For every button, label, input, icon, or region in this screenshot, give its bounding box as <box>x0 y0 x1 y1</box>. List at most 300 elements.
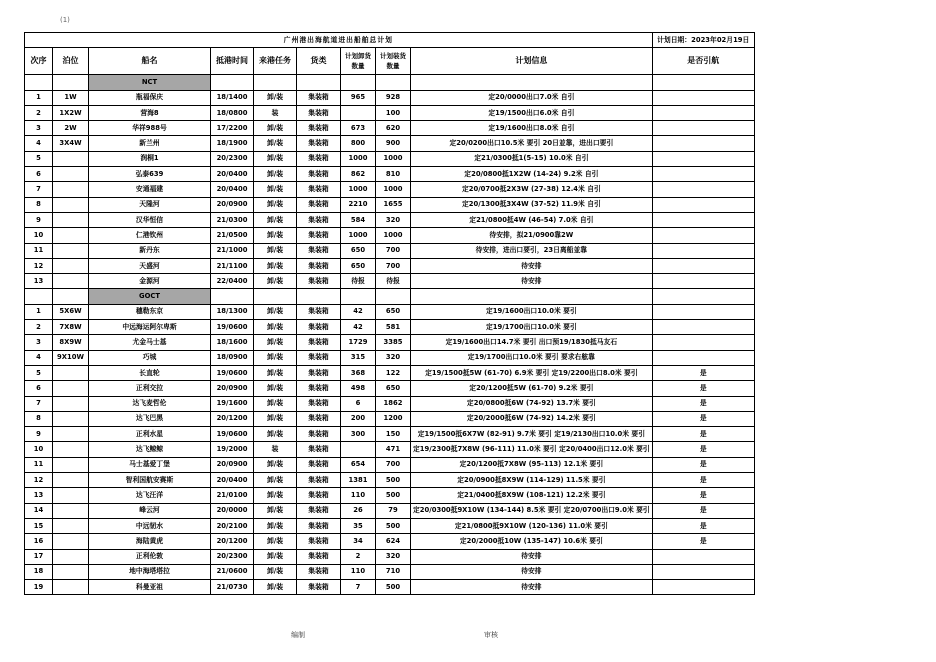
table-row <box>25 136 755 151</box>
unload-qty-cell: 42 <box>341 304 376 319</box>
ship-name-cell: 天盛河 <box>89 258 211 273</box>
load-qty-cell: 500 <box>376 518 411 533</box>
pilotage-cell: 是 <box>652 488 754 503</box>
pilotage-cell <box>652 258 754 273</box>
berth-cell: 1W <box>53 90 89 105</box>
pilotage-cell <box>652 243 754 258</box>
unload-qty-cell: 654 <box>341 457 376 472</box>
ship-name-cell: 海陆黄虎 <box>89 534 211 549</box>
arrival-time-cell: 21/0300 <box>211 212 254 227</box>
seq-cell: 17 <box>25 549 53 564</box>
load-qty-cell: 79 <box>376 503 411 518</box>
unload-qty-cell: 110 <box>341 564 376 579</box>
unload-qty-cell: 35 <box>341 518 376 533</box>
pilotage-cell <box>652 564 754 579</box>
plan-info-cell: 定20/0000出口7.0米 自引 <box>411 90 653 105</box>
seq-cell: 7 <box>25 396 53 411</box>
plan-info-cell: 定20/2000抵10W (135-147) 10.6米 要引 <box>411 534 653 549</box>
ship-name-cell: 仁港钦州 <box>89 228 211 243</box>
task-cell: 卸/装 <box>254 320 297 335</box>
unload-qty-cell: 42 <box>341 320 376 335</box>
section-label: NCT <box>89 75 211 90</box>
empty-cell <box>652 289 754 304</box>
plan-info-cell: 定19/1600出口10.0米 要引 <box>411 304 653 319</box>
ship-name-cell: 巧城 <box>89 350 211 365</box>
unload-qty-cell <box>341 105 376 120</box>
col-header-plan-info: 计划信息 <box>411 48 653 75</box>
pilotage-cell <box>652 304 754 319</box>
plan-info-cell: 待安排，进出口要引，23日离船並靠 <box>411 243 653 258</box>
load-qty-cell: 待报 <box>376 274 411 289</box>
berth-cell <box>53 212 89 227</box>
ship-name-cell: 天隆河 <box>89 197 211 212</box>
berth-cell <box>53 457 89 472</box>
seq-cell: 11 <box>25 243 53 258</box>
cargo-type-cell: 集装箱 <box>297 381 341 396</box>
seq-cell: 1 <box>25 304 53 319</box>
reviewed-by-label: 审核 <box>484 631 498 639</box>
empty-cell <box>254 75 297 90</box>
plan-info-cell: 定19/1600出口8.0米 自引 <box>411 121 653 136</box>
load-qty-cell: 700 <box>376 243 411 258</box>
unload-qty-cell: 1000 <box>341 151 376 166</box>
plan-info-cell: 待安排 <box>411 549 653 564</box>
table-row <box>25 121 755 136</box>
plan-info-cell: 定20/0900抵8X9W (114-129) 11.5米 要引 <box>411 473 653 488</box>
arrival-time-cell: 19/0600 <box>211 365 254 380</box>
unload-qty-cell: 800 <box>341 136 376 151</box>
berth-cell <box>53 534 89 549</box>
plan-info-cell: 待安排，拟21/0900靠2W <box>411 228 653 243</box>
seq-cell: 19 <box>25 580 53 595</box>
unload-qty-cell: 7 <box>341 580 376 595</box>
cargo-type-cell: 集装箱 <box>297 228 341 243</box>
arrival-time-cell: 18/0800 <box>211 105 254 120</box>
unload-qty-cell: 862 <box>341 167 376 182</box>
ship-name-cell: 汉华恒信 <box>89 212 211 227</box>
col-header-cargo: 货类 <box>297 48 341 75</box>
seq-cell: 9 <box>25 212 53 227</box>
task-cell: 卸/装 <box>254 121 297 136</box>
pilotage-cell <box>652 136 754 151</box>
cargo-type-cell: 集装箱 <box>297 90 341 105</box>
seq-cell: 2 <box>25 105 53 120</box>
unload-qty-cell: 315 <box>341 350 376 365</box>
berth-cell <box>53 488 89 503</box>
empty-cell <box>211 289 254 304</box>
seq-cell: 5 <box>25 151 53 166</box>
load-qty-cell: 1000 <box>376 182 411 197</box>
plan-info-cell: 定20/0300抵9X10W (134-144) 8.5米 要引 定20/0700出口9.0米 要引 <box>411 503 653 518</box>
page-title: 广州港出海航道进出船舶总计划 <box>25 33 653 48</box>
section-row <box>25 75 755 90</box>
empty-cell <box>25 289 53 304</box>
seq-cell: 2 <box>25 320 53 335</box>
pilotage-cell <box>652 121 754 136</box>
seq-cell: 13 <box>25 274 53 289</box>
berth-cell <box>53 228 89 243</box>
arrival-time-cell: 20/1200 <box>211 411 254 426</box>
plan-info-cell: 待安排 <box>411 258 653 273</box>
table-row <box>25 335 755 350</box>
table-row <box>25 105 755 120</box>
load-qty-cell: 1862 <box>376 396 411 411</box>
load-qty-cell: 1655 <box>376 197 411 212</box>
cargo-type-cell: 集装箱 <box>297 136 341 151</box>
table-row <box>25 228 755 243</box>
ship-name-cell: 营海8 <box>89 105 211 120</box>
ship-name-cell: 正利交拉 <box>89 381 211 396</box>
seq-cell: 1 <box>25 90 53 105</box>
berth-cell: 8X9W <box>53 335 89 350</box>
load-qty-cell: 1200 <box>376 411 411 426</box>
cargo-type-cell: 集装箱 <box>297 518 341 533</box>
pilotage-cell: 是 <box>652 473 754 488</box>
arrival-time-cell: 21/1100 <box>211 258 254 273</box>
pilotage-cell <box>652 90 754 105</box>
table-row <box>25 365 755 380</box>
cargo-type-cell: 集装箱 <box>297 427 341 442</box>
empty-cell <box>25 75 53 90</box>
seq-cell: 5 <box>25 365 53 380</box>
pilotage-cell: 是 <box>652 503 754 518</box>
cargo-type-cell: 集装箱 <box>297 411 341 426</box>
pilotage-cell: 是 <box>652 365 754 380</box>
empty-cell <box>341 75 376 90</box>
cargo-type-cell: 集装箱 <box>297 304 341 319</box>
plan-info-cell: 定19/1500抵5W (61-70) 6.9米 要引 定19/2200出口8.0米 要引 <box>411 365 653 380</box>
seq-cell: 14 <box>25 503 53 518</box>
cargo-type-cell: 集装箱 <box>297 396 341 411</box>
empty-cell <box>297 75 341 90</box>
ship-name-cell: 新丹东 <box>89 243 211 258</box>
table-row <box>25 304 755 319</box>
arrival-time-cell: 20/0900 <box>211 197 254 212</box>
pilotage-cell: 是 <box>652 411 754 426</box>
ship-name-cell: 中远海运阿尔卑斯 <box>89 320 211 335</box>
task-cell: 卸/装 <box>254 396 297 411</box>
plan-info-cell: 定20/1200抵7X8W (95-113) 12.1米 要引 <box>411 457 653 472</box>
cargo-type-cell: 集装箱 <box>297 350 341 365</box>
arrival-time-cell: 19/2000 <box>211 442 254 457</box>
seq-cell: 15 <box>25 518 53 533</box>
ship-name-cell: 马士基爱丁堡 <box>89 457 211 472</box>
seq-cell: 4 <box>25 350 53 365</box>
pilotage-cell: 是 <box>652 396 754 411</box>
plan-info-cell: 定21/0800抵4W (46-54) 7.0米 自引 <box>411 212 653 227</box>
unload-qty-cell: 1381 <box>341 473 376 488</box>
ship-name-cell: 正利伦敦 <box>89 549 211 564</box>
page-number: (1) <box>60 16 70 24</box>
ship-name-cell: 达飞麦哲伦 <box>89 396 211 411</box>
seq-cell: 8 <box>25 411 53 426</box>
cargo-type-cell: 集装箱 <box>297 105 341 120</box>
load-qty-cell: 650 <box>376 381 411 396</box>
task-cell: 卸/装 <box>254 580 297 595</box>
seq-cell: 8 <box>25 197 53 212</box>
task-cell: 卸/装 <box>254 473 297 488</box>
ship-name-cell: 达飞鲸鲸 <box>89 442 211 457</box>
load-qty-cell: 710 <box>376 564 411 579</box>
arrival-time-cell: 20/2300 <box>211 151 254 166</box>
cargo-type-cell: 集装箱 <box>297 580 341 595</box>
task-cell: 卸/装 <box>254 335 297 350</box>
arrival-time-cell: 18/1400 <box>211 90 254 105</box>
table-row <box>25 320 755 335</box>
section-row <box>25 289 755 304</box>
task-cell: 卸/装 <box>254 258 297 273</box>
seq-cell: 11 <box>25 457 53 472</box>
arrival-time-cell: 19/1600 <box>211 396 254 411</box>
pilotage-cell <box>652 197 754 212</box>
task-cell: 卸/装 <box>254 304 297 319</box>
ship-name-cell: 尤金马士基 <box>89 335 211 350</box>
seq-cell: 12 <box>25 473 53 488</box>
empty-cell <box>341 289 376 304</box>
plan-info-cell: 定21/0400抵8X9W (108-121) 12.2米 要引 <box>411 488 653 503</box>
table-row <box>25 90 755 105</box>
plan-info-cell: 定20/1300抵3X4W (37-52) 11.9米 自引 <box>411 197 653 212</box>
berth-cell <box>53 564 89 579</box>
unload-qty-cell: 498 <box>341 381 376 396</box>
plan-info-cell: 定19/1700出口10.0米 要引 <box>411 320 653 335</box>
task-cell: 卸/装 <box>254 197 297 212</box>
arrival-time-cell: 18/1600 <box>211 335 254 350</box>
berth-cell <box>53 197 89 212</box>
plan-info-cell: 定20/1200抵5W (61-70) 9.2米 要引 <box>411 381 653 396</box>
empty-cell <box>254 289 297 304</box>
plan-info-cell: 定20/2000抵6W (74-92) 14.2米 要引 <box>411 411 653 426</box>
task-cell: 卸/装 <box>254 564 297 579</box>
berth-cell: 9X10W <box>53 350 89 365</box>
pilotage-cell <box>652 182 754 197</box>
empty-cell <box>376 75 411 90</box>
arrival-time-cell: 18/0900 <box>211 350 254 365</box>
berth-cell <box>53 427 89 442</box>
arrival-time-cell: 20/0400 <box>211 473 254 488</box>
task-cell: 装 <box>254 105 297 120</box>
plan-info-cell: 定20/0800抵1X2W (14-24) 9.2米 自引 <box>411 167 653 182</box>
load-qty-cell: 700 <box>376 457 411 472</box>
arrival-time-cell: 21/0600 <box>211 564 254 579</box>
cargo-type-cell: 集装箱 <box>297 503 341 518</box>
berth-cell <box>53 549 89 564</box>
plan-info-cell: 定19/2300抵7X8W (96-111) 11.0米 要引 定20/0400出口12.0米 要引 <box>411 442 653 457</box>
load-qty-cell: 500 <box>376 580 411 595</box>
unload-qty-cell: 584 <box>341 212 376 227</box>
plan-info-cell: 定19/1500出口6.0米 自引 <box>411 105 653 120</box>
table-row <box>25 427 755 442</box>
plan-info-cell: 定19/1700出口10.0米 要引 要求右舷靠 <box>411 350 653 365</box>
arrival-time-cell: 20/0900 <box>211 457 254 472</box>
table-row <box>25 197 755 212</box>
unload-qty-cell: 300 <box>341 427 376 442</box>
task-cell: 卸/装 <box>254 488 297 503</box>
task-cell: 卸/装 <box>254 151 297 166</box>
ship-name-cell: 弘泰639 <box>89 167 211 182</box>
load-qty-cell: 320 <box>376 212 411 227</box>
load-qty-cell: 700 <box>376 258 411 273</box>
berth-cell <box>53 381 89 396</box>
table-row <box>25 167 755 182</box>
table-row <box>25 549 755 564</box>
arrival-time-cell: 19/0600 <box>211 320 254 335</box>
pilotage-cell <box>652 335 754 350</box>
task-cell: 卸/装 <box>254 212 297 227</box>
berth-cell <box>53 396 89 411</box>
load-qty-cell: 650 <box>376 304 411 319</box>
load-qty-cell: 1000 <box>376 151 411 166</box>
task-cell: 卸/装 <box>254 167 297 182</box>
pilotage-cell <box>652 549 754 564</box>
cargo-type-cell: 集装箱 <box>297 335 341 350</box>
berth-cell: 1X2W <box>53 105 89 120</box>
seq-cell: 6 <box>25 167 53 182</box>
table-row <box>25 182 755 197</box>
table-row <box>25 258 755 273</box>
cargo-type-cell: 集装箱 <box>297 274 341 289</box>
cargo-type-cell: 集装箱 <box>297 212 341 227</box>
load-qty-cell: 620 <box>376 121 411 136</box>
table-row <box>25 442 755 457</box>
cargo-type-cell: 集装箱 <box>297 320 341 335</box>
ship-plan-table <box>24 32 755 595</box>
task-cell: 卸/装 <box>254 90 297 105</box>
arrival-time-cell: 18/1300 <box>211 304 254 319</box>
empty-cell <box>411 75 653 90</box>
ship-name-cell: 金源河 <box>89 274 211 289</box>
prepared-by-label: 编制 <box>291 631 305 639</box>
load-qty-cell: 3385 <box>376 335 411 350</box>
berth-cell <box>53 151 89 166</box>
cargo-type-cell: 集装箱 <box>297 167 341 182</box>
ship-name-cell: 科曼亚祖 <box>89 580 211 595</box>
table-row <box>25 488 755 503</box>
ship-name-cell: 地中海塔塔拉 <box>89 564 211 579</box>
unload-qty-cell: 200 <box>341 411 376 426</box>
task-cell: 卸/装 <box>254 243 297 258</box>
unload-qty-cell: 待报 <box>341 274 376 289</box>
empty-cell <box>376 289 411 304</box>
table-row <box>25 457 755 472</box>
cargo-type-cell: 集装箱 <box>297 488 341 503</box>
ship-name-cell: 新兰州 <box>89 136 211 151</box>
empty-cell <box>211 75 254 90</box>
pilotage-cell: 是 <box>652 427 754 442</box>
berth-cell <box>53 258 89 273</box>
load-qty-cell: 100 <box>376 105 411 120</box>
plan-date: 计划日期：2023年02月19日 <box>652 33 754 48</box>
arrival-time-cell: 21/0100 <box>211 488 254 503</box>
cargo-type-cell: 集装箱 <box>297 151 341 166</box>
ship-name-cell: 智利国航安赛斯 <box>89 473 211 488</box>
task-cell: 卸/装 <box>254 457 297 472</box>
col-header-ship: 船名 <box>89 48 211 75</box>
berth-cell <box>53 243 89 258</box>
ship-name-cell: 穗勒东京 <box>89 304 211 319</box>
berth-cell <box>53 167 89 182</box>
task-cell: 卸/装 <box>254 381 297 396</box>
pilotage-cell <box>652 105 754 120</box>
berth-cell <box>53 442 89 457</box>
arrival-time-cell: 17/2200 <box>211 121 254 136</box>
arrival-time-cell: 19/0600 <box>211 427 254 442</box>
berth-cell: 5X6W <box>53 304 89 319</box>
cargo-type-cell: 集装箱 <box>297 182 341 197</box>
berth-cell <box>53 503 89 518</box>
plan-info-cell: 定19/1500抵6X7W (82-91) 9.7米 要引 定19/2130出口10.0米 要引 <box>411 427 653 442</box>
arrival-time-cell: 20/2300 <box>211 549 254 564</box>
ship-name-cell: 华祥988号 <box>89 121 211 136</box>
task-cell: 卸/装 <box>254 350 297 365</box>
ship-name-cell: 达飞汪洋 <box>89 488 211 503</box>
table-row <box>25 534 755 549</box>
table-row <box>25 151 755 166</box>
seq-cell: 10 <box>25 442 53 457</box>
task-cell: 卸/装 <box>254 427 297 442</box>
col-header-unload: 计划卸货数量 <box>341 48 376 75</box>
ship-name-cell: 峰云河 <box>89 503 211 518</box>
berth-cell <box>53 473 89 488</box>
table-row <box>25 473 755 488</box>
cargo-type-cell: 集装箱 <box>297 243 341 258</box>
ship-name-cell: 长直轮 <box>89 365 211 380</box>
task-cell: 卸/装 <box>254 274 297 289</box>
berth-cell <box>53 365 89 380</box>
cargo-type-cell: 集装箱 <box>297 457 341 472</box>
berth-cell <box>53 518 89 533</box>
berth-cell <box>53 182 89 197</box>
task-cell: 卸/装 <box>254 182 297 197</box>
table-row <box>25 396 755 411</box>
task-cell: 卸/装 <box>254 518 297 533</box>
col-header-seq: 次序 <box>25 48 53 75</box>
task-cell: 装 <box>254 442 297 457</box>
task-cell: 卸/装 <box>254 534 297 549</box>
seq-cell: 3 <box>25 121 53 136</box>
arrival-time-cell: 21/0730 <box>211 580 254 595</box>
arrival-time-cell: 22/0400 <box>211 274 254 289</box>
arrival-time-cell: 18/1900 <box>211 136 254 151</box>
ship-name-cell: 正利水星 <box>89 427 211 442</box>
pilotage-cell: 是 <box>652 442 754 457</box>
load-qty-cell: 500 <box>376 473 411 488</box>
seq-cell: 3 <box>25 335 53 350</box>
pilotage-cell <box>652 320 754 335</box>
table-row <box>25 503 755 518</box>
pilotage-cell: 是 <box>652 457 754 472</box>
arrival-time-cell: 20/0400 <box>211 167 254 182</box>
task-cell: 卸/装 <box>254 136 297 151</box>
col-header-load: 计划装货数量 <box>376 48 411 75</box>
cargo-type-cell: 集装箱 <box>297 258 341 273</box>
arrival-time-cell: 20/1200 <box>211 534 254 549</box>
pilotage-cell <box>652 350 754 365</box>
plan-info-cell: 定20/0200出口10.5米 要引 20日並靠，进出口要引 <box>411 136 653 151</box>
plan-info-cell: 定20/0800抵6W (74-92) 13.7米 要引 <box>411 396 653 411</box>
plan-info-cell: 定19/1600出口14.7米 要引 出口预19/1830抵马友石 <box>411 335 653 350</box>
load-qty-cell: 150 <box>376 427 411 442</box>
unload-qty-cell: 965 <box>341 90 376 105</box>
berth-cell <box>53 580 89 595</box>
ship-name-cell: 润桐1 <box>89 151 211 166</box>
plan-info-cell: 定21/0800抵9X10W (120-136) 11.0米 要引 <box>411 518 653 533</box>
arrival-time-cell: 21/0500 <box>211 228 254 243</box>
plan-info-cell: 定20/0700抵2X3W (27-38) 12.4米 自引 <box>411 182 653 197</box>
seq-cell: 12 <box>25 258 53 273</box>
load-qty-cell: 928 <box>376 90 411 105</box>
plan-info-cell: 待安排 <box>411 564 653 579</box>
